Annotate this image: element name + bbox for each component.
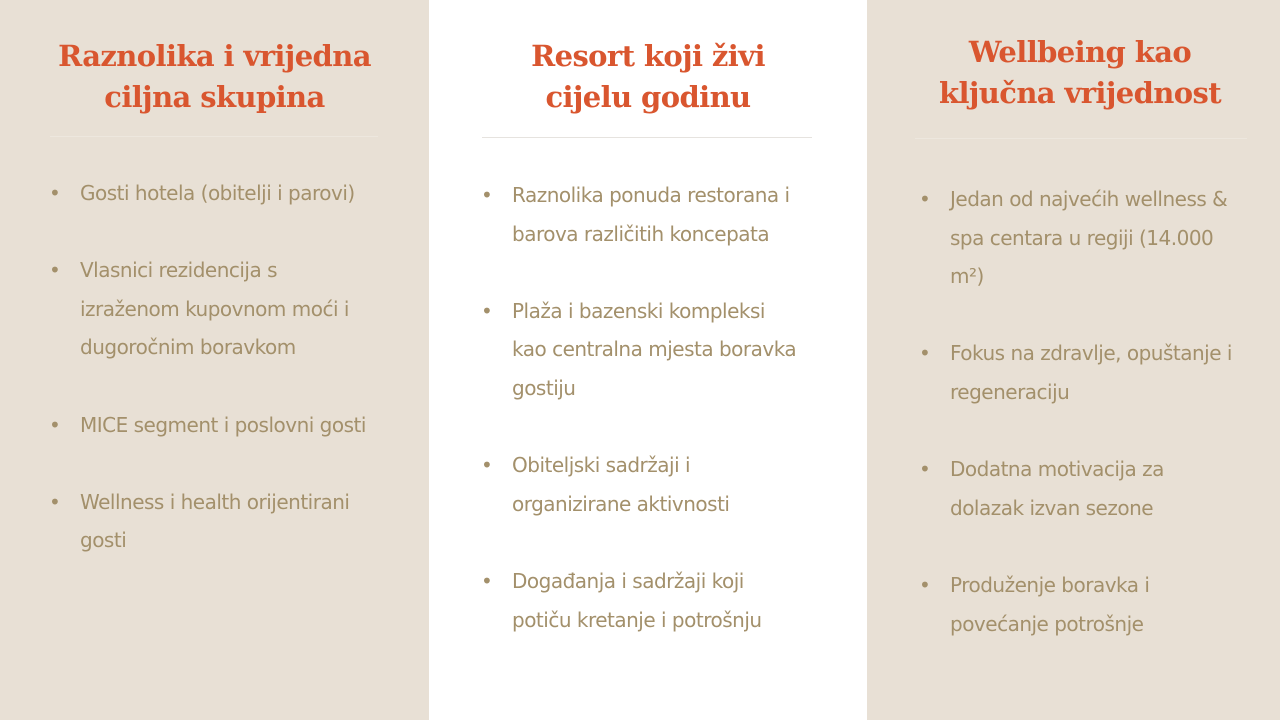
- item-line: potiču kretanje i potrošnju: [512, 607, 762, 632]
- bullet-icon: •: [481, 568, 493, 593]
- title-line: Raznolika i vrijedna: [58, 39, 371, 73]
- item-line: povećanje potrošnje: [950, 611, 1144, 636]
- title-line: ključna vrijednost: [938, 76, 1222, 110]
- column-resort: [429, 0, 867, 720]
- item-line: Wellness i health orijentirani: [80, 489, 350, 514]
- list-item: [481, 292, 861, 408]
- item-line: barova različitih koncepata: [512, 221, 770, 246]
- item-line: Raznolika ponuda restorana i: [512, 183, 790, 207]
- title-line: cijelu godinu: [545, 80, 751, 114]
- column-wellbeing: [867, 0, 1280, 720]
- title-line: Resort koji živi: [531, 39, 765, 73]
- item-line: Plaža i bazenski kompleksi: [512, 298, 765, 323]
- item-line: Gosti hotela (obitelji i parovi): [80, 181, 355, 205]
- column-title: [0, 36, 429, 118]
- bullet-icon: •: [919, 457, 931, 482]
- bullet-icon: •: [49, 489, 61, 514]
- bullet-icon: •: [49, 412, 61, 437]
- item-line: spa centara u regiji (14.000: [950, 225, 1214, 250]
- item-line: MICE segment i poslovni gosti: [80, 412, 366, 437]
- item-line: Jedan od najvećih wellness &: [950, 187, 1228, 211]
- list-item: [49, 483, 419, 560]
- column-title: [867, 32, 1280, 114]
- bullet-icon: •: [919, 572, 931, 597]
- divider: [482, 137, 812, 138]
- bullet-list: [919, 180, 1280, 643]
- bullet-icon: •: [481, 453, 493, 478]
- item-line: Vlasnici rezidencija s: [80, 258, 278, 283]
- item-line: Fokus na zdravlje, opuštanje i: [950, 341, 1232, 366]
- divider: [50, 136, 378, 137]
- item-line: izraženom kupovnom moći i: [80, 296, 349, 321]
- item-line: Dodatna motivacija za: [950, 457, 1164, 482]
- list-item: [919, 180, 1280, 296]
- bullet-icon: •: [49, 258, 61, 283]
- bullet-icon: •: [481, 298, 493, 323]
- bullet-list: [481, 176, 861, 639]
- item-line: kao centralna mjesta boravka: [512, 337, 797, 362]
- bullet-icon: •: [49, 181, 61, 205]
- bullet-icon: •: [919, 187, 931, 211]
- list-item: [481, 176, 861, 253]
- list-item: [481, 446, 861, 523]
- item-line: regeneraciju: [950, 379, 1070, 404]
- item-line: dugoročnim boravkom: [80, 335, 296, 360]
- item-line: organizirane aktivnosti: [512, 491, 730, 516]
- list-item: [49, 251, 419, 367]
- list-item: [919, 334, 1280, 411]
- item-line: m²): [950, 264, 984, 289]
- title-line: Wellbeing kao: [968, 35, 1192, 69]
- item-line: gosti: [80, 528, 127, 553]
- divider: [915, 138, 1247, 139]
- item-line: Događanja i sadržaji koji: [512, 568, 744, 593]
- item-line: Produženje boravka i: [950, 572, 1150, 597]
- list-item: [49, 174, 419, 213]
- bullet-list: [49, 174, 419, 560]
- list-item: [919, 450, 1280, 527]
- list-item: [49, 406, 419, 445]
- title-line: ciljna skupina: [104, 80, 325, 114]
- column-target-group: [0, 0, 429, 720]
- list-item: [919, 566, 1280, 643]
- list-item: [481, 562, 861, 639]
- bullet-icon: •: [481, 183, 493, 207]
- bullet-icon: •: [919, 341, 931, 366]
- item-line: Obiteljski sadržaji i: [512, 453, 691, 478]
- column-title: [429, 36, 867, 118]
- item-line: dolazak izvan sezone: [950, 495, 1154, 520]
- item-line: gostiju: [512, 375, 576, 400]
